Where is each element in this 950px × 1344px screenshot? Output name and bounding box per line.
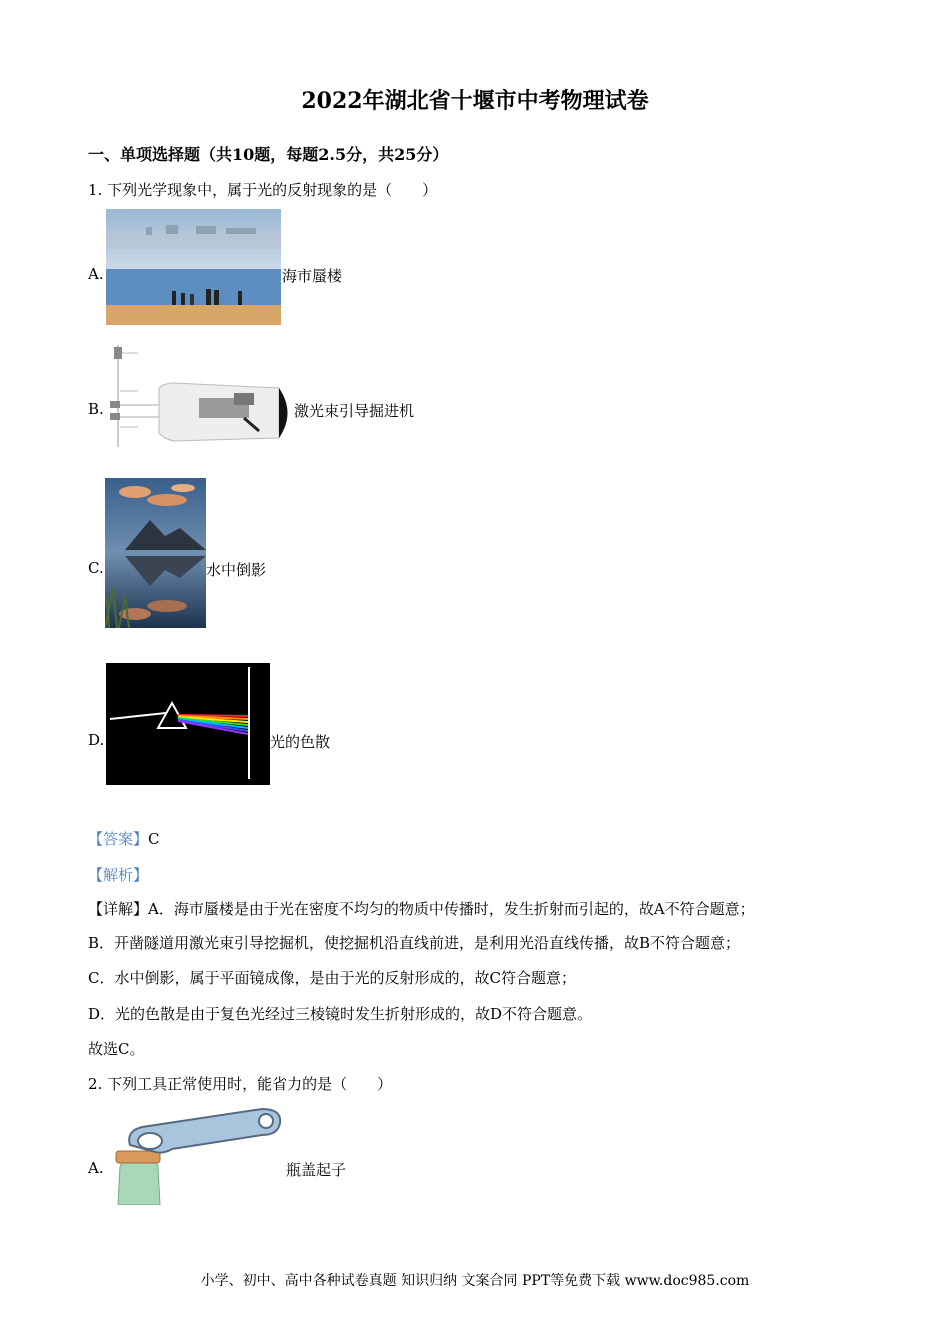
detail-line-b: B．开凿隧道用激光束引导挖掘机，使挖掘机沿直线前进，是利用光沿直线传播，故B不符合题意； bbox=[88, 934, 741, 952]
q1-option-a-letter: A. bbox=[88, 265, 104, 283]
q1-option-c-letter: C. bbox=[88, 559, 104, 577]
page-title: 2022年湖北省十堰市中考物理试卷 bbox=[301, 88, 649, 114]
q1-option-d-text: 光的色散 bbox=[270, 733, 331, 751]
detail-conclusion: 故选C。 bbox=[88, 1040, 145, 1058]
answer-value: C bbox=[148, 830, 160, 848]
bottle-opener-image bbox=[112, 1105, 284, 1205]
q1-option-a-text: 海市蜃楼 bbox=[282, 267, 343, 285]
answer-tag: 【答案】 bbox=[88, 830, 149, 848]
q2-option-a-letter: A. bbox=[88, 1159, 104, 1177]
analysis-tag: 【解析】 bbox=[88, 866, 149, 884]
detail-line-a bbox=[88, 898, 755, 919]
page-footer: 小学、初中、高中各种试卷真题 知识归纳 文案合同 PPT等免费下载 www.doc985.com bbox=[200, 1273, 750, 1289]
section-heading: 一、单项选择题（共10题，每题2.5分，共25分） bbox=[88, 145, 449, 164]
detail-text-a: A．海市蜃楼是由于光在密度不均匀的物质中传播时，发生折射而引起的，故A不符合题意； bbox=[148, 900, 755, 918]
detail-line-c: C．水中倒影，属于平面镜成像，是由于光的反射形成的，故C符合题意； bbox=[88, 969, 576, 987]
q1-option-b-letter: B. bbox=[88, 400, 104, 418]
water-reflection-image bbox=[105, 478, 206, 628]
q1-option-c-text: 水中倒影 bbox=[206, 561, 267, 579]
mirage-image bbox=[106, 209, 281, 325]
q1-option-b-text: 激光束引导掘进机 bbox=[294, 402, 415, 420]
q2-option-a-text: 瓶盖起子 bbox=[286, 1161, 347, 1179]
question-1-stem: 1. 下列光学现象中，属于光的反射现象的是（ ） bbox=[88, 181, 438, 199]
detail-line-d: D．光的色散是由于复色光经过三棱镜时发生折射形成的，故D不符合题意。 bbox=[88, 1005, 593, 1023]
prism-dispersion-image bbox=[106, 663, 270, 785]
q1-option-d-letter: D. bbox=[88, 731, 105, 749]
question-2-stem: 2. 下列工具正常使用时，能省力的是（ ） bbox=[88, 1075, 393, 1093]
detail-tag: 【详解】 bbox=[88, 900, 149, 918]
q1-answer-line bbox=[88, 828, 160, 849]
laser-tunnel-boring-diagram bbox=[104, 343, 294, 451]
